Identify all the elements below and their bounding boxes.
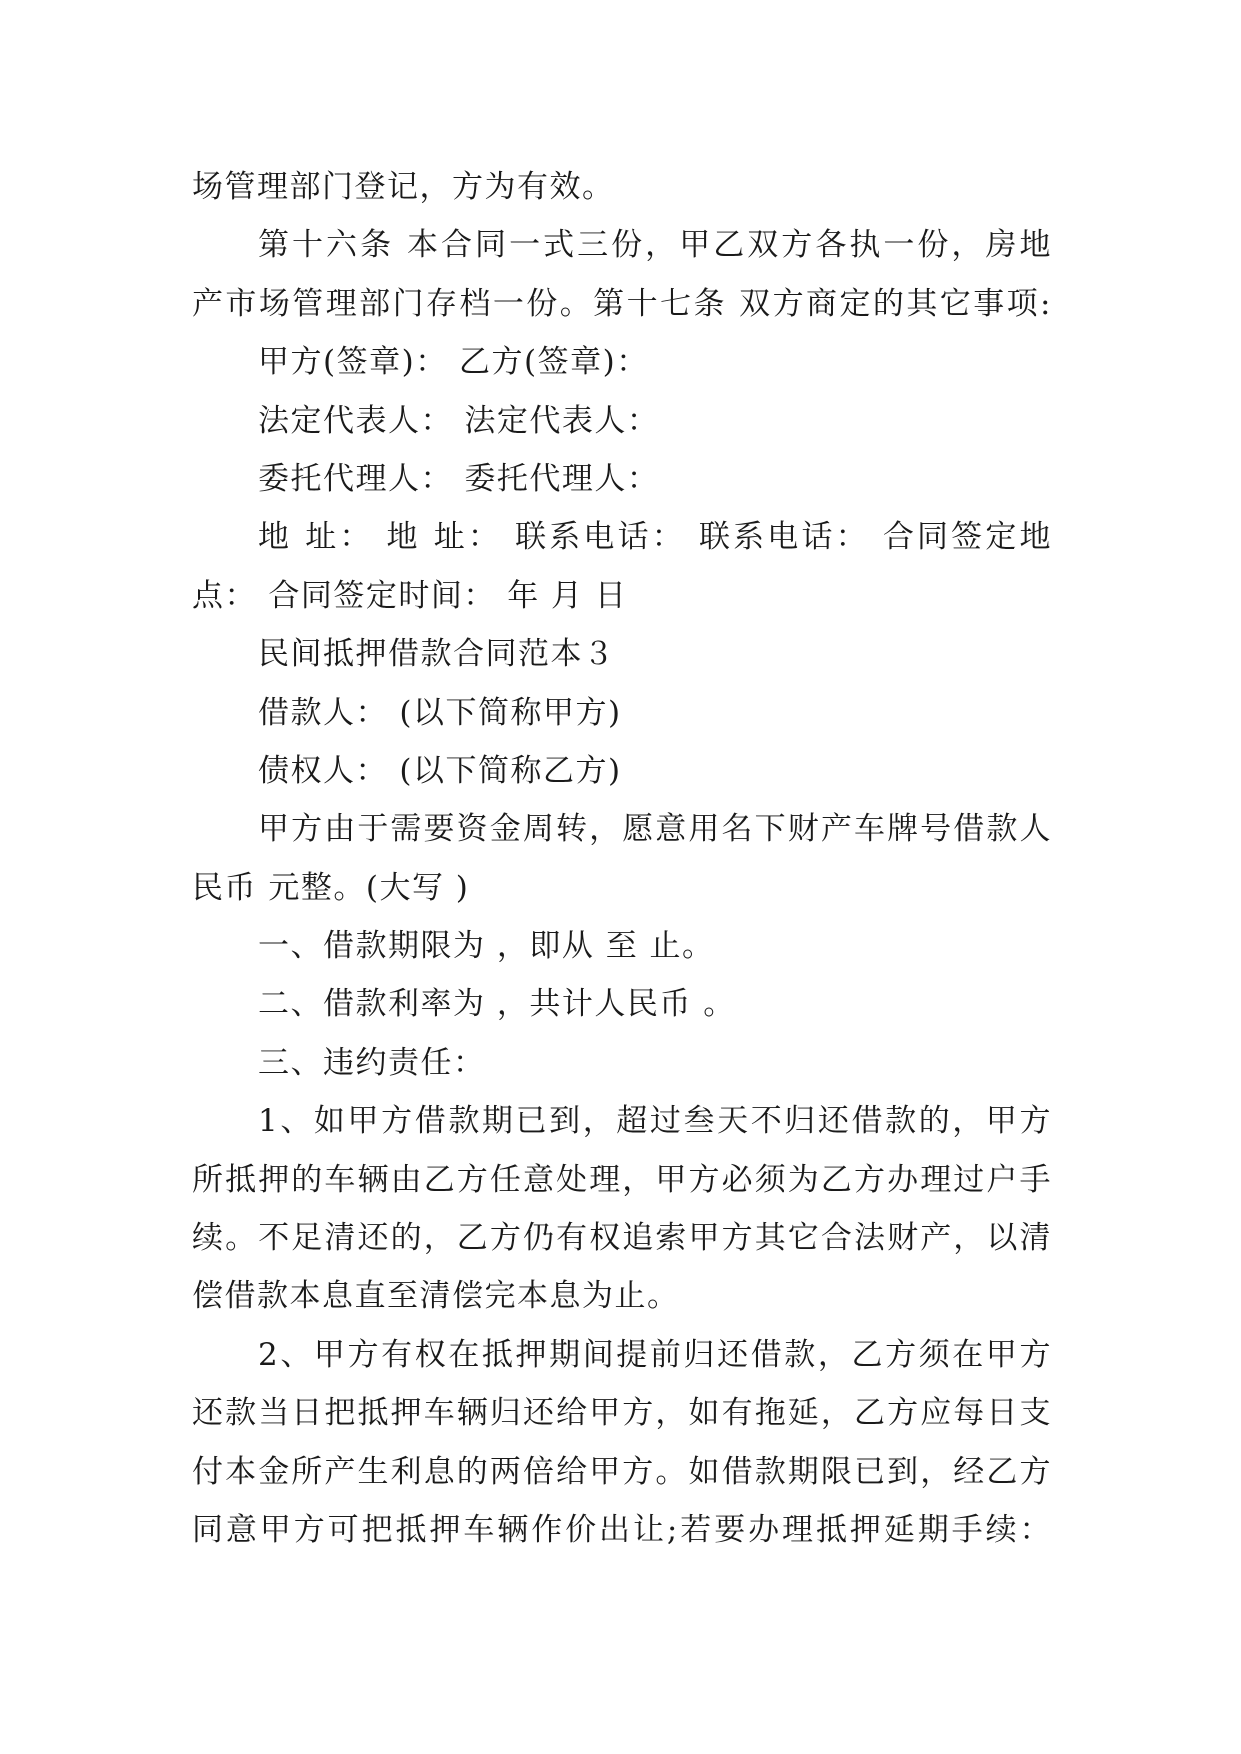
text-line: 委托代理人： 委托代理人： bbox=[258, 460, 660, 497]
text-line: 点： 合同签定时间： 年 月 日 bbox=[192, 577, 628, 614]
text-line: 续。不足清还的，乙方仍有权追索甲方其它合法财产，以清 bbox=[192, 1220, 1052, 1257]
text-line: 二、借款利率为 ，共计人民币 。 bbox=[258, 986, 736, 1023]
text-line: 同意甲方可把抵押车辆作价出让;若要办理抵押延期手续： bbox=[192, 1511, 1052, 1548]
text-line: 2、甲方有权在抵押期间提前归还借款，乙方须在甲方 bbox=[258, 1336, 1052, 1373]
text-line: 付本金所产生利息的两倍给甲方。如借款期限已到，经乙方 bbox=[192, 1453, 1052, 1490]
text-line: 还款当日把抵押车辆归还给甲方，如有拖延，乙方应每日支 bbox=[192, 1395, 1052, 1432]
text-line: 甲方(签章)： 乙方(签章)： bbox=[258, 344, 649, 381]
text-line: 场管理部门登记，方为有效。 bbox=[192, 169, 615, 205]
text-line: 1、如甲方借款期已到，超过叁天不归还借款的，甲方 bbox=[258, 1103, 1052, 1140]
text-line: 偿借款本息直至清偿完本息为止。 bbox=[192, 1278, 680, 1315]
text-line: 民币 元整。(大写 ) bbox=[192, 869, 470, 906]
text-line: 借款人： (以下简称甲方) bbox=[258, 694, 622, 731]
document-body bbox=[192, 158, 1052, 1559]
text-line: 产市场管理部门存档一份。第十七条 双方商定的其它事项: bbox=[192, 285, 1052, 322]
text-line: 法定代表人： 法定代表人： bbox=[258, 402, 660, 439]
text-line: 地 址： 地 址： 联系电话： 联系电话： 合同签定地 bbox=[258, 519, 1052, 556]
text-line: 债权人： (以下简称乙方) bbox=[258, 752, 622, 789]
text-line: 一、借款期限为 ，即从 至 止。 bbox=[258, 928, 715, 965]
text-line: 所抵押的车辆由乙方任意处理，甲方必须为乙方办理过户手 bbox=[192, 1161, 1052, 1198]
text-line: 甲方由于需要资金周转，愿意用名下财产车牌号借款人 bbox=[258, 811, 1052, 848]
text-line: 民间抵押借款合同范本３ bbox=[258, 636, 616, 673]
text-line: 第十六条 本合同一式三份，甲乙双方各执一份，房地 bbox=[258, 227, 1052, 264]
text-line: 三、违约责任： bbox=[258, 1044, 486, 1081]
